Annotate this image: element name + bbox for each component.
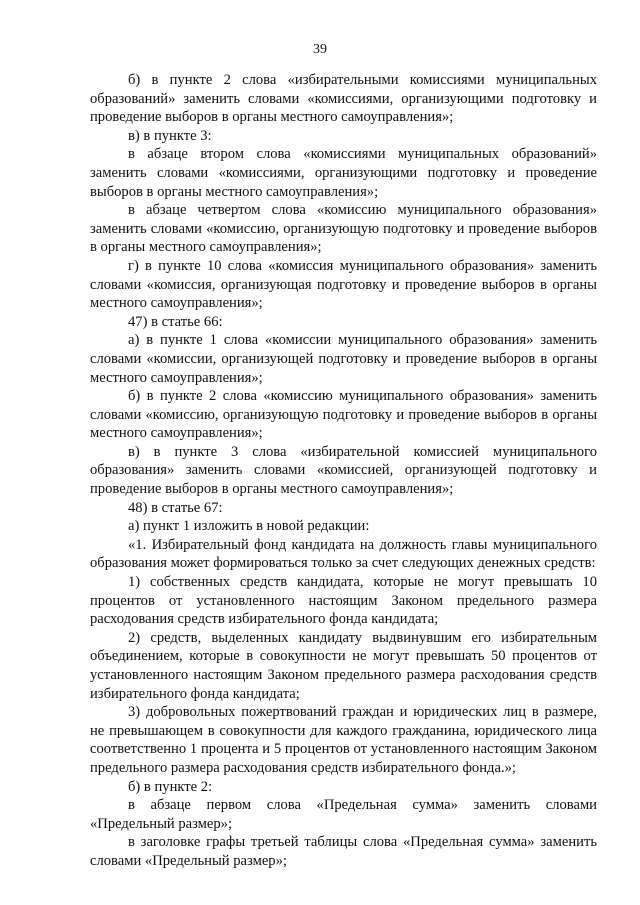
paragraph: 1) собственных средств кандидата, которые не могут превышать 10 процентов от установленного настоящим Законом предельного размера расходования средств избирательного фонда кандидата;: [90, 574, 597, 628]
paragraph: в абзаце четвертом слова «комиссию муниципального образования» заменить словами «комиссию, организующую подготовку и проведение выборов в органы местного самоуправления»;: [90, 202, 597, 256]
paragraph: б) в пункте 2:: [128, 778, 213, 795]
paragraph: в заголовке графы третьей таблицы слова «Предельная сумма» заменить словами «Предельный размер»;: [90, 834, 597, 869]
paragraph: 48) в статье 67:: [128, 499, 223, 516]
paragraph: а) в пункте 1 слова «комиссии муниципального образования» заменить словами «комиссии, организующей подготовку и проведение выборов в органы местного самоуправления»;: [90, 332, 597, 386]
paragraph: в) в пункте 3:: [128, 127, 212, 144]
paragraph: «1. Избирательный фонд кандидата на должность главы муниципального образования может формироваться только за счет следующих денежных средств:: [90, 536, 597, 572]
paragraph: 47) в статье 66:: [128, 313, 223, 330]
page-number: 39: [313, 42, 327, 57]
paragraph: б) в пункте 2 слова «комиссию муниципального образования» заменить словами «комиссию, организующую подготовку и проведение выборов в органы местного самоуправления»;: [90, 388, 597, 442]
paragraph: а) пункт 1 изложить в новой редакции:: [128, 518, 370, 535]
paragraph: в абзаце первом слова «Предельная сумма» заменить словами «Предельный размер»;: [90, 797, 597, 832]
paragraph: г) в пункте 10 слова «комиссия муниципального образования» заменить словами «комиссия, организующая подготовку и проведение выборов в органы местного самоуправления»;: [90, 257, 597, 312]
paragraph: 3) добровольных пожертвований граждан и юридических лиц в размере, не превышающем в совокупности для каждого гражданина, юридического лица соответственно 1 процента и 5 процентов от установленного настоящим Законом предельного размера расходования средств избирательного фонда.»;: [90, 704, 597, 776]
paragraph: в) в пункте 3 слова «избирательной комиссией муниципального образования» заменить словами «комиссией, организующей подготовку и проведение выборов в органы местного самоуправления»;: [90, 443, 597, 498]
document-body: [90, 71, 597, 871]
paragraph: в абзаце втором слова «комиссиями муниципальных образований» заменить словами «комиссиями, организующими подготовку и проведение выборов в органы местного самоуправления»;: [90, 146, 597, 200]
paragraph: 2) средств, выделенных кандидату выдвинувшим его избирательным объединением, которые в совокупности не могут превышать 50 процентов от установленного настоящим Законом предельного размера расходования средств избирательного фонда кандидата;: [90, 629, 597, 702]
paragraph: б) в пункте 2 слова «избирательными комиссиями муниципальных образований» заменить словами «комиссиями, организующими подготовку и проведение выборов в органы местного самоуправления»;: [90, 72, 597, 126]
